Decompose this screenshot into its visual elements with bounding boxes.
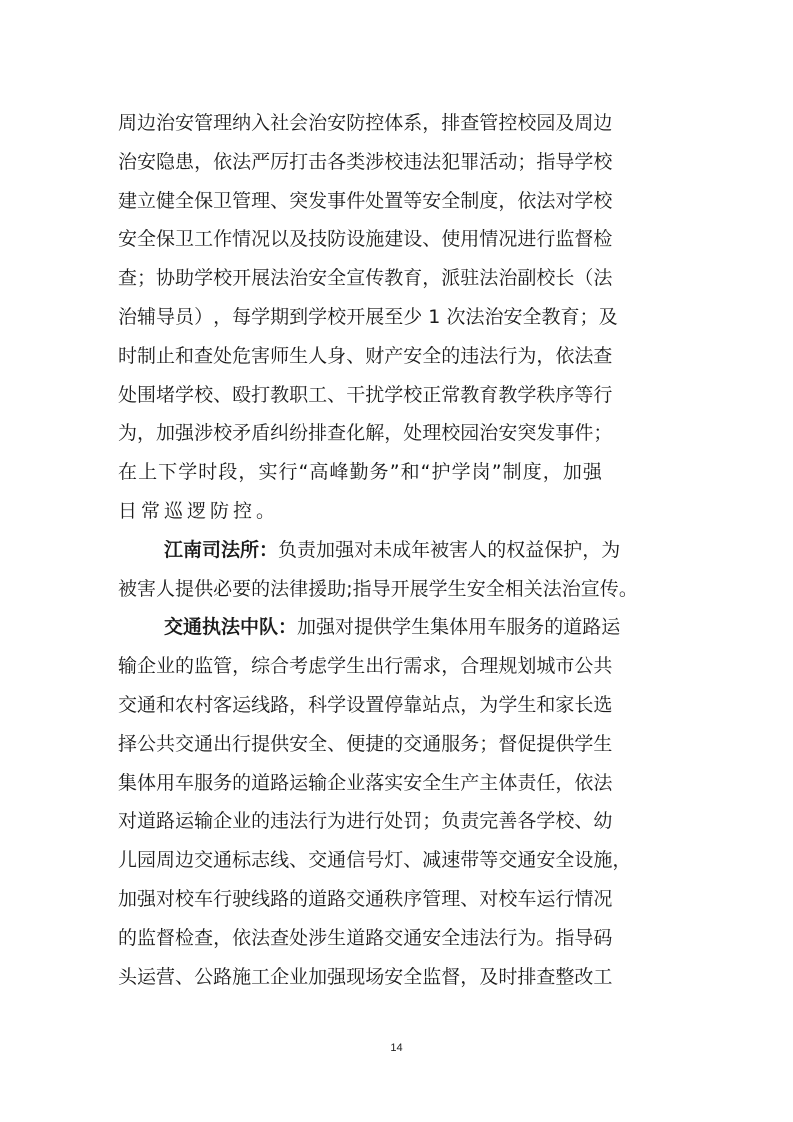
- line-text: 处 围 堵 学 校 、 殴 打 教 职 工 、 干 扰 学 校 正 常 教 育 教 学 秩 序 等 行: [118, 383, 613, 406]
- line-text: 被 害 人 提 供 必 要 的 法 律 援 助 ; 指 导 开 展 学 生 安 全 相 关 法 治 宣 传 。: [118, 577, 638, 600]
- body-text: [118, 104, 638, 996]
- paragraph-line: [118, 531, 621, 570]
- line-text: 查 ； 协 助 学 校 开 展 法 治 安 全 宣 传 教 育 ， 派 驻 法 治 副 校 长 （ 法: [118, 267, 613, 290]
- paragraph-line: [118, 919, 613, 958]
- paragraph-line: [118, 802, 613, 841]
- line-text: 输 企 业 的 监 管 ， 综 合 考 虑 学 生 出 行 需 求 ， 合 理 规 划 城 市 公 共: [118, 655, 613, 678]
- line-text: 安 全 保 卫 工 作 情 况 以 及 技 防 设 施 建 设 、 使 用 情 况 进 行 监 督 检: [118, 228, 613, 251]
- paragraph-line: [118, 376, 613, 415]
- line-text: 周 边 治 安 管 理 纳 入 社 会 治 安 防 控 体 系 ， 排 查 管 控 校 园 及 周 边: [118, 112, 613, 134]
- paragraph-line: [118, 414, 613, 453]
- line-text: 交 通 和 农 村 客 运 线 路 ， 科 学 设 置 停 靠 站 点 ， 为 学 生 和 家 长 选: [118, 693, 613, 716]
- line-text: 时 制 止 和 查 处 危 害 师 生 人 身 、 财 产 安 全 的 违 法 行 为 ， 依 法 查: [118, 344, 613, 367]
- line-text: 负 责 加 强 对 未 成 年 被 害 人 的 权 益 保 护 ， 为: [278, 538, 621, 561]
- section-label: 江南司法所：: [164, 538, 279, 561]
- line-text: 日常巡逻防控。: [118, 499, 280, 522]
- paragraph-line: [118, 453, 602, 492]
- line-text: 治 安 隐 患 ， 依 法 严 厉 打 击 各 类 涉 校 违 法 犯 罪 活 动 ； 指 导 学 校: [118, 150, 613, 173]
- paragraph-line: [118, 492, 602, 531]
- paragraph-line: [118, 337, 613, 376]
- paragraph-line: [118, 104, 613, 143]
- line-text: 在 上 下 学 时 段 ， 实 行 “ 高 峰 勤 务 ” 和 “ 护 学 岗 ” 制 度 ， 加 强: [118, 461, 602, 484]
- line-text: 为 ， 加 强 涉 校 矛 盾 纠 纷 排 查 化 解 ， 处 理 校 园 治 安 突 发 事 件 ；: [118, 422, 613, 445]
- line-text: 择 公 共 交 通 出 行 提 供 安 全 、 便 捷 的 交 通 服 务 ； 督 促 提 供 学 生: [118, 732, 613, 755]
- page-number: 14: [390, 1042, 403, 1054]
- paragraph-line: [118, 608, 621, 647]
- line-text: 治 辅 导 员 ） ， 每 学 期 到 学 校 开 展 至 少 1 次 法 治 安 全 教 育 ； 及: [118, 305, 618, 328]
- paragraph-line: [118, 182, 613, 221]
- paragraph-line: [118, 764, 613, 803]
- paragraph-line: [118, 958, 613, 997]
- paragraph-line: [118, 841, 632, 880]
- paragraph-line: [118, 298, 618, 337]
- paragraph-line: [118, 570, 638, 609]
- line-text: 对 道 路 运 输 企 业 的 违 法 行 为 进 行 处 罚 ； 负 责 完 善 各 学 校 、 幼: [118, 810, 613, 833]
- paragraph-line: [118, 725, 613, 764]
- paragraph-line: [118, 686, 613, 725]
- line-text: 头 运 营 、 公 路 施 工 企 业 加 强 现 场 安 全 监 督 ， 及 时 排 查 整 改 工: [118, 965, 613, 988]
- paragraph-line: [118, 880, 613, 919]
- line-text: 儿 园 周 边 交 通 标 志 线 、 交 通 信 号 灯 、 减 速 带 等 交 通 安 全 设 施 ，: [118, 849, 632, 872]
- section-label: 交通执法中队：: [164, 616, 298, 639]
- line-text: 加 强 对 提 供 学 生 集 体 用 车 服 务 的 道 路 运: [297, 616, 621, 639]
- line-text: 的 监 督 检 查 ， 依 法 查 处 涉 生 道 路 交 通 安 全 违 法 行 为 。 指 导 码: [118, 926, 613, 949]
- paragraph-line: [118, 220, 613, 259]
- line-text: 集 体 用 车 服 务 的 道 路 运 输 企 业 落 实 安 全 生 产 主 体 责 任 ， 依 法: [118, 771, 613, 794]
- paragraph-line: [118, 259, 613, 298]
- line-text: 建 立 健 全 保 卫 管 理 、 突 发 事 件 处 置 等 安 全 制 度 ， 依 法 对 学 校: [118, 189, 613, 212]
- line-text: 加 强 对 校 车 行 驶 线 路 的 道 路 交 通 秩 序 管 理 、 对 校 车 运 行 情 况: [118, 887, 613, 910]
- paragraph-line: [118, 647, 613, 686]
- paragraph-line: [118, 143, 613, 182]
